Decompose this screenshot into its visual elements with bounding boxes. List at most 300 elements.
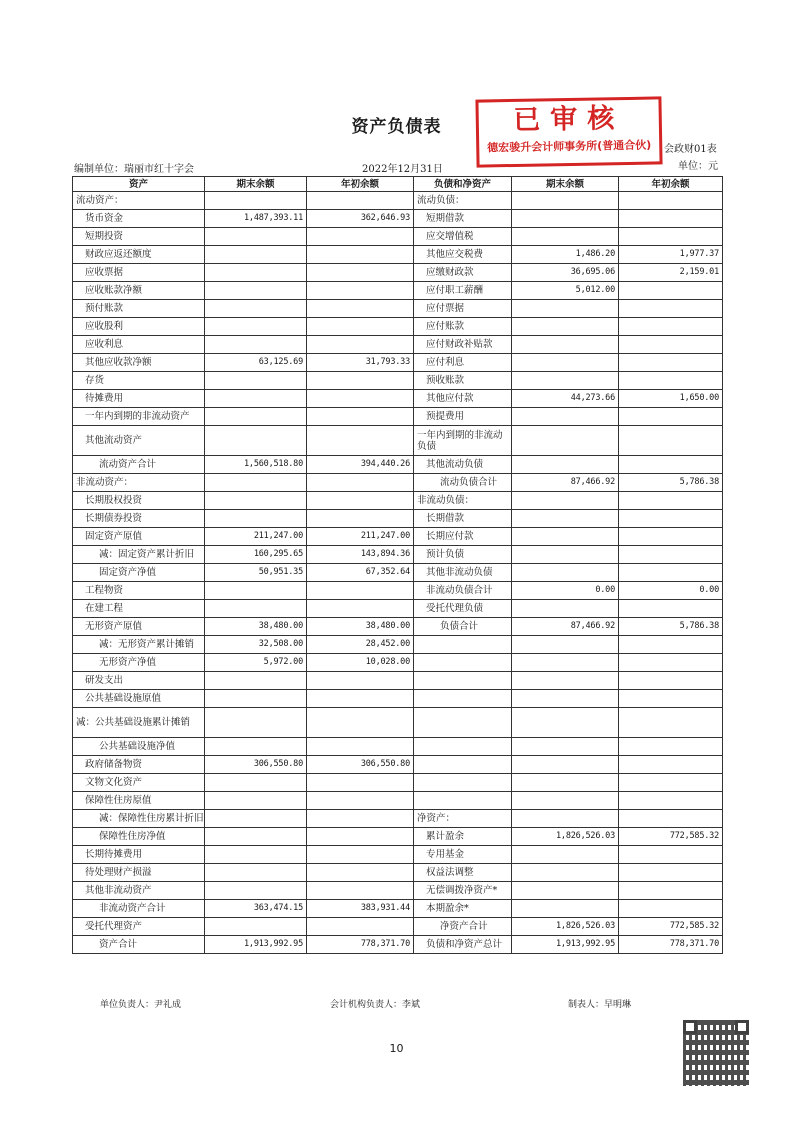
asset-beginning-balance: 778,371.70 (307, 936, 414, 954)
liability-beginning-balance (619, 300, 723, 318)
asset-ending-balance (205, 672, 307, 690)
table-row (73, 582, 723, 600)
liability-ending-balance (512, 372, 619, 390)
liability-beginning-balance (619, 708, 723, 738)
asset-item: 减：公共基础设施累计摊销 (73, 708, 205, 738)
asset-ending-balance (205, 792, 307, 810)
asset-beginning-balance (307, 864, 414, 882)
liability-ending-balance: 36,695.06 (512, 264, 619, 282)
asset-beginning-balance: 306,550.80 (307, 756, 414, 774)
asset-ending-balance (205, 774, 307, 792)
liability-ending-balance: 5,012.00 (512, 282, 619, 300)
header-liability-ending: 期末余额 (512, 177, 619, 192)
asset-item: 一年内到期的非流动资产 (73, 408, 205, 426)
asset-item: 应收股利 (73, 318, 205, 336)
form-code: 会政财01表 (664, 144, 717, 155)
liability-beginning-balance: 1,977.37 (619, 246, 723, 264)
page-number: 10 (389, 1042, 404, 1055)
table-row (73, 282, 723, 300)
liability-ending-balance (512, 846, 619, 864)
asset-item: 保障性住房原值 (73, 792, 205, 810)
asset-ending-balance (205, 492, 307, 510)
asset-ending-balance: 50,951.35 (205, 564, 307, 582)
table-row (73, 600, 723, 618)
asset-beginning-balance (307, 690, 414, 708)
asset-item: 固定资产原值 (73, 528, 205, 546)
asset-beginning-balance (307, 408, 414, 426)
asset-item: 长期待摊费用 (73, 846, 205, 864)
liability-beginning-balance (619, 426, 723, 456)
table-row (73, 864, 723, 882)
liability-item (414, 792, 512, 810)
table-row (73, 264, 723, 282)
asset-beginning-balance: 28,452.00 (307, 636, 414, 654)
asset-ending-balance (205, 600, 307, 618)
liability-ending-balance (512, 690, 619, 708)
liability-beginning-balance (619, 690, 723, 708)
footer-accounting-head: 会计机构负责人：李斌 (330, 1000, 421, 1010)
asset-item: 其他应收款净额 (73, 354, 205, 372)
asset-item: 文物文化资产 (73, 774, 205, 792)
liability-ending-balance: 1,826,526.03 (512, 828, 619, 846)
liability-ending-balance (512, 738, 619, 756)
liability-item: 净资产合计 (414, 918, 512, 936)
asset-ending-balance (205, 192, 307, 210)
liability-ending-balance (512, 810, 619, 828)
asset-ending-balance: 32,508.00 (205, 636, 307, 654)
liability-ending-balance (512, 408, 619, 426)
liability-beginning-balance: 2,159.01 (619, 264, 723, 282)
asset-ending-balance (205, 336, 307, 354)
asset-ending-balance (205, 228, 307, 246)
asset-beginning-balance (307, 810, 414, 828)
asset-item: 减：无形资产累计摊销 (73, 636, 205, 654)
asset-item: 减：固定资产累计折旧 (73, 546, 205, 564)
liability-beginning-balance: 5,786.38 (619, 618, 723, 636)
asset-beginning-balance (307, 192, 414, 210)
liability-beginning-balance (619, 546, 723, 564)
asset-beginning-balance (307, 918, 414, 936)
asset-ending-balance (205, 918, 307, 936)
liability-item: 净资产： (414, 810, 512, 828)
asset-item: 财政应返还额度 (73, 246, 205, 264)
table-row (73, 474, 723, 492)
liability-item: 非流动负债： (414, 492, 512, 510)
asset-ending-balance: 363,474.15 (205, 900, 307, 918)
liability-item: 流动负债合计 (414, 474, 512, 492)
asset-beginning-balance (307, 828, 414, 846)
asset-ending-balance (205, 300, 307, 318)
liability-ending-balance: 87,466.92 (512, 618, 619, 636)
table-row (73, 372, 723, 390)
table-row (73, 246, 723, 264)
asset-beginning-balance: 383,931.44 (307, 900, 414, 918)
asset-item: 应收利息 (73, 336, 205, 354)
liability-item: 专用基金 (414, 846, 512, 864)
liability-beginning-balance (619, 864, 723, 882)
liability-beginning-balance (619, 792, 723, 810)
asset-item: 研发支出 (73, 672, 205, 690)
liability-beginning-balance (619, 810, 723, 828)
stamp-firm-text: 德宏骏升会计师事务所(普通合伙) (487, 138, 652, 155)
asset-ending-balance (205, 828, 307, 846)
asset-ending-balance (205, 390, 307, 408)
liability-ending-balance: 1,913,992.95 (512, 936, 619, 954)
asset-ending-balance (205, 690, 307, 708)
table-row (73, 738, 723, 756)
unit-label: 单位：元 (678, 161, 718, 172)
table-row (73, 882, 723, 900)
liability-item: 应付账款 (414, 318, 512, 336)
asset-ending-balance (205, 318, 307, 336)
asset-beginning-balance (307, 336, 414, 354)
asset-ending-balance (205, 246, 307, 264)
liability-beginning-balance (619, 456, 723, 474)
table-row (73, 792, 723, 810)
asset-beginning-balance (307, 474, 414, 492)
asset-item: 预付账款 (73, 300, 205, 318)
asset-item: 其他非流动资产 (73, 882, 205, 900)
asset-item: 流动资产合计 (73, 456, 205, 474)
liability-beginning-balance (619, 192, 723, 210)
liability-ending-balance (512, 864, 619, 882)
liability-beginning-balance: 1,650.00 (619, 390, 723, 408)
liability-ending-balance (512, 546, 619, 564)
liability-item (414, 690, 512, 708)
asset-ending-balance: 5,972.00 (205, 654, 307, 672)
liability-ending-balance (512, 774, 619, 792)
asset-beginning-balance (307, 246, 414, 264)
asset-beginning-balance: 394,440.26 (307, 456, 414, 474)
liability-beginning-balance (619, 636, 723, 654)
organization-label: 编制单位：瑞丽市红十字会 (74, 164, 194, 175)
asset-ending-balance: 211,247.00 (205, 528, 307, 546)
liability-item: 权益法调整 (414, 864, 512, 882)
asset-beginning-balance (307, 846, 414, 864)
liability-beginning-balance (619, 882, 723, 900)
table-row (73, 408, 723, 426)
asset-beginning-balance (307, 774, 414, 792)
table-row (73, 336, 723, 354)
asset-beginning-balance (307, 492, 414, 510)
asset-ending-balance: 160,295.65 (205, 546, 307, 564)
asset-beginning-balance (307, 738, 414, 756)
liability-beginning-balance (619, 600, 723, 618)
asset-ending-balance: 1,560,518.80 (205, 456, 307, 474)
table-row (73, 618, 723, 636)
asset-item: 短期投资 (73, 228, 205, 246)
asset-item: 公共基础设施原值 (73, 690, 205, 708)
asset-ending-balance (205, 708, 307, 738)
asset-beginning-balance: 143,894.36 (307, 546, 414, 564)
liability-ending-balance (512, 492, 619, 510)
liability-item: 预计负债 (414, 546, 512, 564)
asset-ending-balance (205, 582, 307, 600)
liability-ending-balance (512, 318, 619, 336)
liability-ending-balance (512, 636, 619, 654)
asset-item: 非流动资产： (73, 474, 205, 492)
table-row (73, 846, 723, 864)
liability-beginning-balance (619, 492, 723, 510)
asset-beginning-balance: 67,352.64 (307, 564, 414, 582)
table-header-row (73, 177, 723, 192)
asset-ending-balance (205, 510, 307, 528)
header-asset-beginning: 年初余额 (307, 177, 414, 192)
asset-item: 政府储备物资 (73, 756, 205, 774)
liability-beginning-balance: 772,585.32 (619, 828, 723, 846)
asset-item: 公共基础设施净值 (73, 738, 205, 756)
table-row (73, 756, 723, 774)
liability-item: 长期应付款 (414, 528, 512, 546)
liability-ending-balance (512, 564, 619, 582)
asset-item: 流动资产： (73, 192, 205, 210)
asset-ending-balance (205, 864, 307, 882)
liability-item: 预提费用 (414, 408, 512, 426)
asset-beginning-balance: 211,247.00 (307, 528, 414, 546)
liability-beginning-balance (619, 528, 723, 546)
footer-unit-head: 单位负责人：尹礼成 (100, 1000, 182, 1010)
table-row (73, 672, 723, 690)
asset-item: 受托代理资产 (73, 918, 205, 936)
liability-item (414, 756, 512, 774)
table-row (73, 528, 723, 546)
asset-item: 非流动资产合计 (73, 900, 205, 918)
asset-ending-balance (205, 264, 307, 282)
liability-beginning-balance (619, 738, 723, 756)
asset-beginning-balance (307, 582, 414, 600)
asset-beginning-balance (307, 300, 414, 318)
table-row (73, 564, 723, 582)
asset-beginning-balance (307, 510, 414, 528)
liability-item: 其他非流动负债 (414, 564, 512, 582)
liability-ending-balance (512, 900, 619, 918)
table-row (73, 810, 723, 828)
asset-ending-balance (205, 474, 307, 492)
liability-ending-balance: 87,466.92 (512, 474, 619, 492)
table-row (73, 918, 723, 936)
table-row (73, 690, 723, 708)
table-row (73, 390, 723, 408)
table-row (73, 900, 723, 918)
liability-ending-balance (512, 456, 619, 474)
asset-ending-balance (205, 846, 307, 864)
liability-item: 流动负债： (414, 192, 512, 210)
liability-beginning-balance (619, 510, 723, 528)
liability-item: 其他应交税费 (414, 246, 512, 264)
liability-ending-balance (512, 192, 619, 210)
table-row (73, 636, 723, 654)
liability-beginning-balance (619, 336, 723, 354)
asset-beginning-balance (307, 426, 414, 456)
liability-item: 一年内到期的非流动负债 (414, 426, 512, 456)
asset-beginning-balance (307, 390, 414, 408)
qr-code-icon (683, 1020, 749, 1086)
liability-item: 负债和净资产总计 (414, 936, 512, 954)
liability-beginning-balance (619, 354, 723, 372)
asset-beginning-balance (307, 600, 414, 618)
asset-beginning-balance: 362,646.93 (307, 210, 414, 228)
balance-sheet-table (72, 176, 723, 954)
liability-beginning-balance (619, 228, 723, 246)
asset-beginning-balance: 10,028.00 (307, 654, 414, 672)
asset-item: 应收票据 (73, 264, 205, 282)
liability-beginning-balance (619, 372, 723, 390)
table-row (73, 318, 723, 336)
table-row (73, 492, 723, 510)
table-row (73, 354, 723, 372)
asset-item: 无形资产原值 (73, 618, 205, 636)
liability-ending-balance (512, 792, 619, 810)
asset-item: 无形资产净值 (73, 654, 205, 672)
asset-ending-balance: 1,487,393.11 (205, 210, 307, 228)
asset-item: 保障性住房净值 (73, 828, 205, 846)
asset-ending-balance: 1,913,992.95 (205, 936, 307, 954)
liability-ending-balance: 44,273.66 (512, 390, 619, 408)
table-row (73, 456, 723, 474)
liability-item: 无偿调拨净资产* (414, 882, 512, 900)
asset-item: 货币资金 (73, 210, 205, 228)
asset-beginning-balance: 31,793.33 (307, 354, 414, 372)
table-row (73, 708, 723, 738)
liability-item: 受托代理负债 (414, 600, 512, 618)
liability-beginning-balance (619, 672, 723, 690)
liability-item: 负债合计 (414, 618, 512, 636)
table-row (73, 774, 723, 792)
footer-preparer: 制表人：早明琳 (568, 1000, 632, 1010)
asset-ending-balance: 63,125.69 (205, 354, 307, 372)
asset-beginning-balance (307, 318, 414, 336)
asset-beginning-balance (307, 372, 414, 390)
liability-beginning-balance (619, 756, 723, 774)
liability-ending-balance (512, 510, 619, 528)
liability-item: 应付票据 (414, 300, 512, 318)
asset-ending-balance (205, 282, 307, 300)
header-asset-ending: 期末余额 (205, 177, 307, 192)
liability-item: 应付职工薪酬 (414, 282, 512, 300)
liability-beginning-balance: 778,371.70 (619, 936, 723, 954)
liability-beginning-balance (619, 282, 723, 300)
liability-item: 应交增值税 (414, 228, 512, 246)
table-row (73, 210, 723, 228)
liability-item: 非流动负债合计 (414, 582, 512, 600)
liability-ending-balance (512, 708, 619, 738)
liability-item: 应付利息 (414, 354, 512, 372)
liability-item: 应缴财政款 (414, 264, 512, 282)
asset-beginning-balance (307, 792, 414, 810)
asset-item: 在建工程 (73, 600, 205, 618)
liability-ending-balance (512, 654, 619, 672)
asset-item: 存货 (73, 372, 205, 390)
asset-ending-balance: 306,550.80 (205, 756, 307, 774)
header-assets: 资产 (73, 177, 205, 192)
liability-beginning-balance: 0.00 (619, 582, 723, 600)
liability-item: 其他应付款 (414, 390, 512, 408)
asset-beginning-balance (307, 264, 414, 282)
liability-item (414, 672, 512, 690)
header-liabilities: 负债和净资产 (414, 177, 512, 192)
asset-item: 减：保障性住房累计折旧 (73, 810, 205, 828)
liability-beginning-balance (619, 846, 723, 864)
asset-ending-balance (205, 408, 307, 426)
liability-ending-balance (512, 300, 619, 318)
liability-ending-balance (512, 210, 619, 228)
liability-beginning-balance (619, 318, 723, 336)
liability-item: 其他流动负债 (414, 456, 512, 474)
liability-item: 本期盈余* (414, 900, 512, 918)
asset-beginning-balance (307, 282, 414, 300)
liability-ending-balance: 1,826,526.03 (512, 918, 619, 936)
asset-beginning-balance (307, 672, 414, 690)
table-row (73, 300, 723, 318)
asset-ending-balance (205, 372, 307, 390)
asset-item: 长期股权投资 (73, 492, 205, 510)
liability-ending-balance (512, 228, 619, 246)
liability-beginning-balance (619, 900, 723, 918)
liability-item: 累计盈余 (414, 828, 512, 846)
liability-item (414, 708, 512, 738)
liability-ending-balance: 1,486.20 (512, 246, 619, 264)
table-row (73, 426, 723, 456)
table-row (73, 510, 723, 528)
asset-item: 待摊费用 (73, 390, 205, 408)
asset-ending-balance (205, 810, 307, 828)
liability-item: 预收账款 (414, 372, 512, 390)
liability-ending-balance (512, 336, 619, 354)
table-row (73, 936, 723, 954)
asset-item: 资产合计 (73, 936, 205, 954)
liability-ending-balance (512, 672, 619, 690)
liability-beginning-balance (619, 564, 723, 582)
liability-ending-balance (512, 426, 619, 456)
table-row (73, 828, 723, 846)
table-row (73, 192, 723, 210)
report-date: 2022年12月31日 (362, 164, 443, 175)
asset-beginning-balance: 38,480.00 (307, 618, 414, 636)
liability-item (414, 774, 512, 792)
liability-item: 长期借款 (414, 510, 512, 528)
liability-ending-balance (512, 354, 619, 372)
liability-item (414, 654, 512, 672)
liability-item (414, 738, 512, 756)
liability-ending-balance (512, 756, 619, 774)
asset-ending-balance: 38,480.00 (205, 618, 307, 636)
stamp-main-text: 已审核 (513, 103, 625, 136)
header-liability-beginning: 年初余额 (619, 177, 723, 192)
asset-ending-balance (205, 882, 307, 900)
asset-item: 工程物资 (73, 582, 205, 600)
liability-beginning-balance: 5,786.38 (619, 474, 723, 492)
asset-ending-balance (205, 426, 307, 456)
page-title: 资产负债表 (351, 117, 442, 137)
asset-item: 固定资产净值 (73, 564, 205, 582)
table-row (73, 228, 723, 246)
liability-ending-balance (512, 528, 619, 546)
asset-beginning-balance (307, 228, 414, 246)
table-row (73, 546, 723, 564)
liability-beginning-balance (619, 210, 723, 228)
asset-item: 应收账款净额 (73, 282, 205, 300)
asset-ending-balance (205, 738, 307, 756)
liability-beginning-balance (619, 774, 723, 792)
asset-item: 其他流动资产 (73, 426, 205, 456)
table-row (73, 654, 723, 672)
asset-beginning-balance (307, 708, 414, 738)
liability-beginning-balance (619, 654, 723, 672)
asset-item: 长期债券投资 (73, 510, 205, 528)
liability-item (414, 636, 512, 654)
audit-stamp (475, 96, 662, 167)
liability-ending-balance (512, 600, 619, 618)
